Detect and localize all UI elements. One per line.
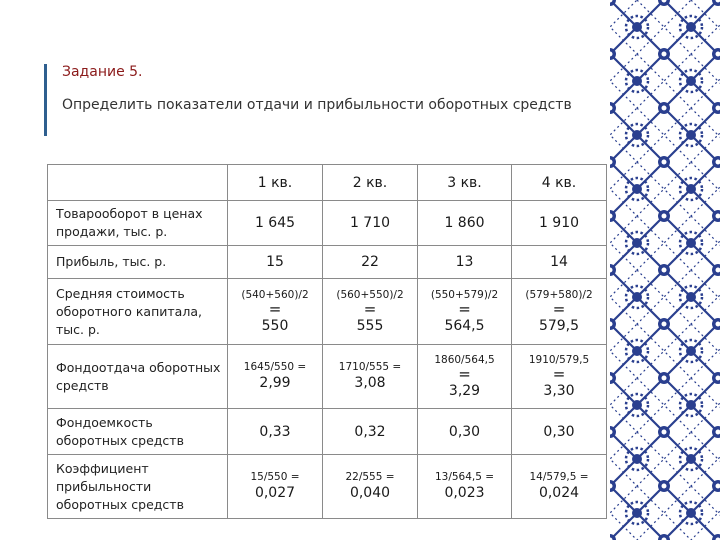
header-q3: 3 кв. [418, 165, 512, 201]
turnover-q1: 1 645 [228, 201, 323, 246]
profitability-result: 0,023 [444, 485, 485, 501]
header-q1: 1 кв. [228, 165, 323, 201]
equals-sign: = [552, 364, 566, 383]
profit-row [48, 246, 607, 279]
asset-turnover-label: Фондоотдача оборотных средств [48, 345, 228, 409]
asset-turnover-formula: 1645/550 = [243, 361, 307, 373]
task-text: Определить показатели отдачи и прибыльности оборотных средств [62, 97, 572, 113]
capital-intensity-q1: 0,33 [228, 409, 323, 455]
avg-capital-formula: (540+560)/2 [241, 288, 309, 301]
profit-q1: 15 [228, 246, 323, 279]
avg-capital-q2 [323, 279, 418, 345]
task-title: Задание 5. [62, 64, 143, 80]
equals-sign: = [552, 299, 566, 318]
asset-turnover-formula: 1710/555 = [338, 361, 402, 373]
profitability-formula: 13/564,5 = [434, 471, 495, 483]
profit-q2: 22 [323, 246, 418, 279]
capital-intensity-label: Фондоемкость оборотных средств [48, 409, 228, 455]
profitability-row [48, 455, 607, 519]
capital-intensity-q4: 0,30 [512, 409, 607, 455]
profit-label: Прибыль, тыс. р. [48, 246, 228, 279]
equals-sign: = [363, 299, 377, 318]
header-row [48, 165, 607, 201]
profitability-q3 [418, 455, 512, 519]
profitability-formula: 14/579,5 = [529, 471, 589, 483]
avg-capital-label: Средняя стоимость оборотного капитала, тыс. р. [48, 279, 228, 345]
profitability-q2 [323, 455, 418, 519]
avg-capital-result: 564,5 [444, 317, 485, 334]
header-corner [48, 165, 228, 201]
profit-q4: 14 [512, 246, 607, 279]
asset-turnover-result: 2,99 [259, 375, 291, 391]
profitability-formula: 15/550 = [250, 471, 300, 483]
avg-capital-formula: (560+550)/2 [336, 288, 404, 301]
avg-capital-row [48, 279, 607, 345]
asset-turnover-row [48, 345, 607, 409]
asset-turnover-result: 3,30 [543, 382, 575, 399]
accent-bar [44, 64, 47, 136]
ornament-pattern-graphic [610, 0, 720, 540]
avg-capital-formula: (550+579)/2 [430, 288, 499, 301]
indicators-table [47, 164, 607, 519]
profitability-q1 [228, 455, 323, 519]
asset-turnover-result: 3,29 [448, 382, 481, 399]
turnover-row [48, 201, 607, 246]
header-q2: 2 кв. [323, 165, 418, 201]
avg-capital-result: 579,5 [538, 317, 580, 334]
turnover-q3: 1 860 [418, 201, 512, 246]
asset-turnover-q3 [418, 345, 512, 409]
capital-intensity-q3: 0,30 [418, 409, 512, 455]
avg-capital-q1 [228, 279, 323, 345]
avg-capital-result: 555 [356, 317, 384, 334]
equals-sign: = [268, 299, 282, 318]
avg-capital-result: 550 [261, 317, 289, 334]
turnover-q2: 1 710 [323, 201, 418, 246]
profitability-result: 0,027 [254, 485, 296, 501]
profitability-formula: 22/555 = [345, 471, 395, 483]
capital-intensity-row [48, 409, 607, 455]
equals-sign: = [458, 299, 471, 318]
profitability-result: 0,024 [538, 485, 580, 501]
decorative-pattern [610, 0, 720, 540]
asset-turnover-formula: 1910/579,5 [528, 353, 590, 366]
avg-capital-q3 [418, 279, 512, 345]
capital-intensity-q2: 0,32 [323, 409, 418, 455]
asset-turnover-q4 [512, 345, 607, 409]
asset-turnover-result: 3,08 [354, 375, 386, 391]
asset-turnover-q2 [323, 345, 418, 409]
profit-q3: 13 [418, 246, 512, 279]
profitability-result: 0,040 [349, 485, 391, 501]
profitability-q4 [512, 455, 607, 519]
turnover-q4: 1 910 [512, 201, 607, 246]
header-q4: 4 кв. [512, 165, 607, 201]
asset-turnover-formula: 1860/564,5 [434, 353, 495, 366]
asset-turnover-q1 [228, 345, 323, 409]
turnover-label: Товарооборот в ценах продажи, тыс. р. [48, 201, 228, 246]
equals-sign: = [458, 364, 471, 383]
avg-capital-q4 [512, 279, 607, 345]
profitability-label: Коэффициент прибыльности оборотных средств [48, 455, 228, 519]
avg-capital-formula: (579+580)/2 [525, 288, 593, 301]
